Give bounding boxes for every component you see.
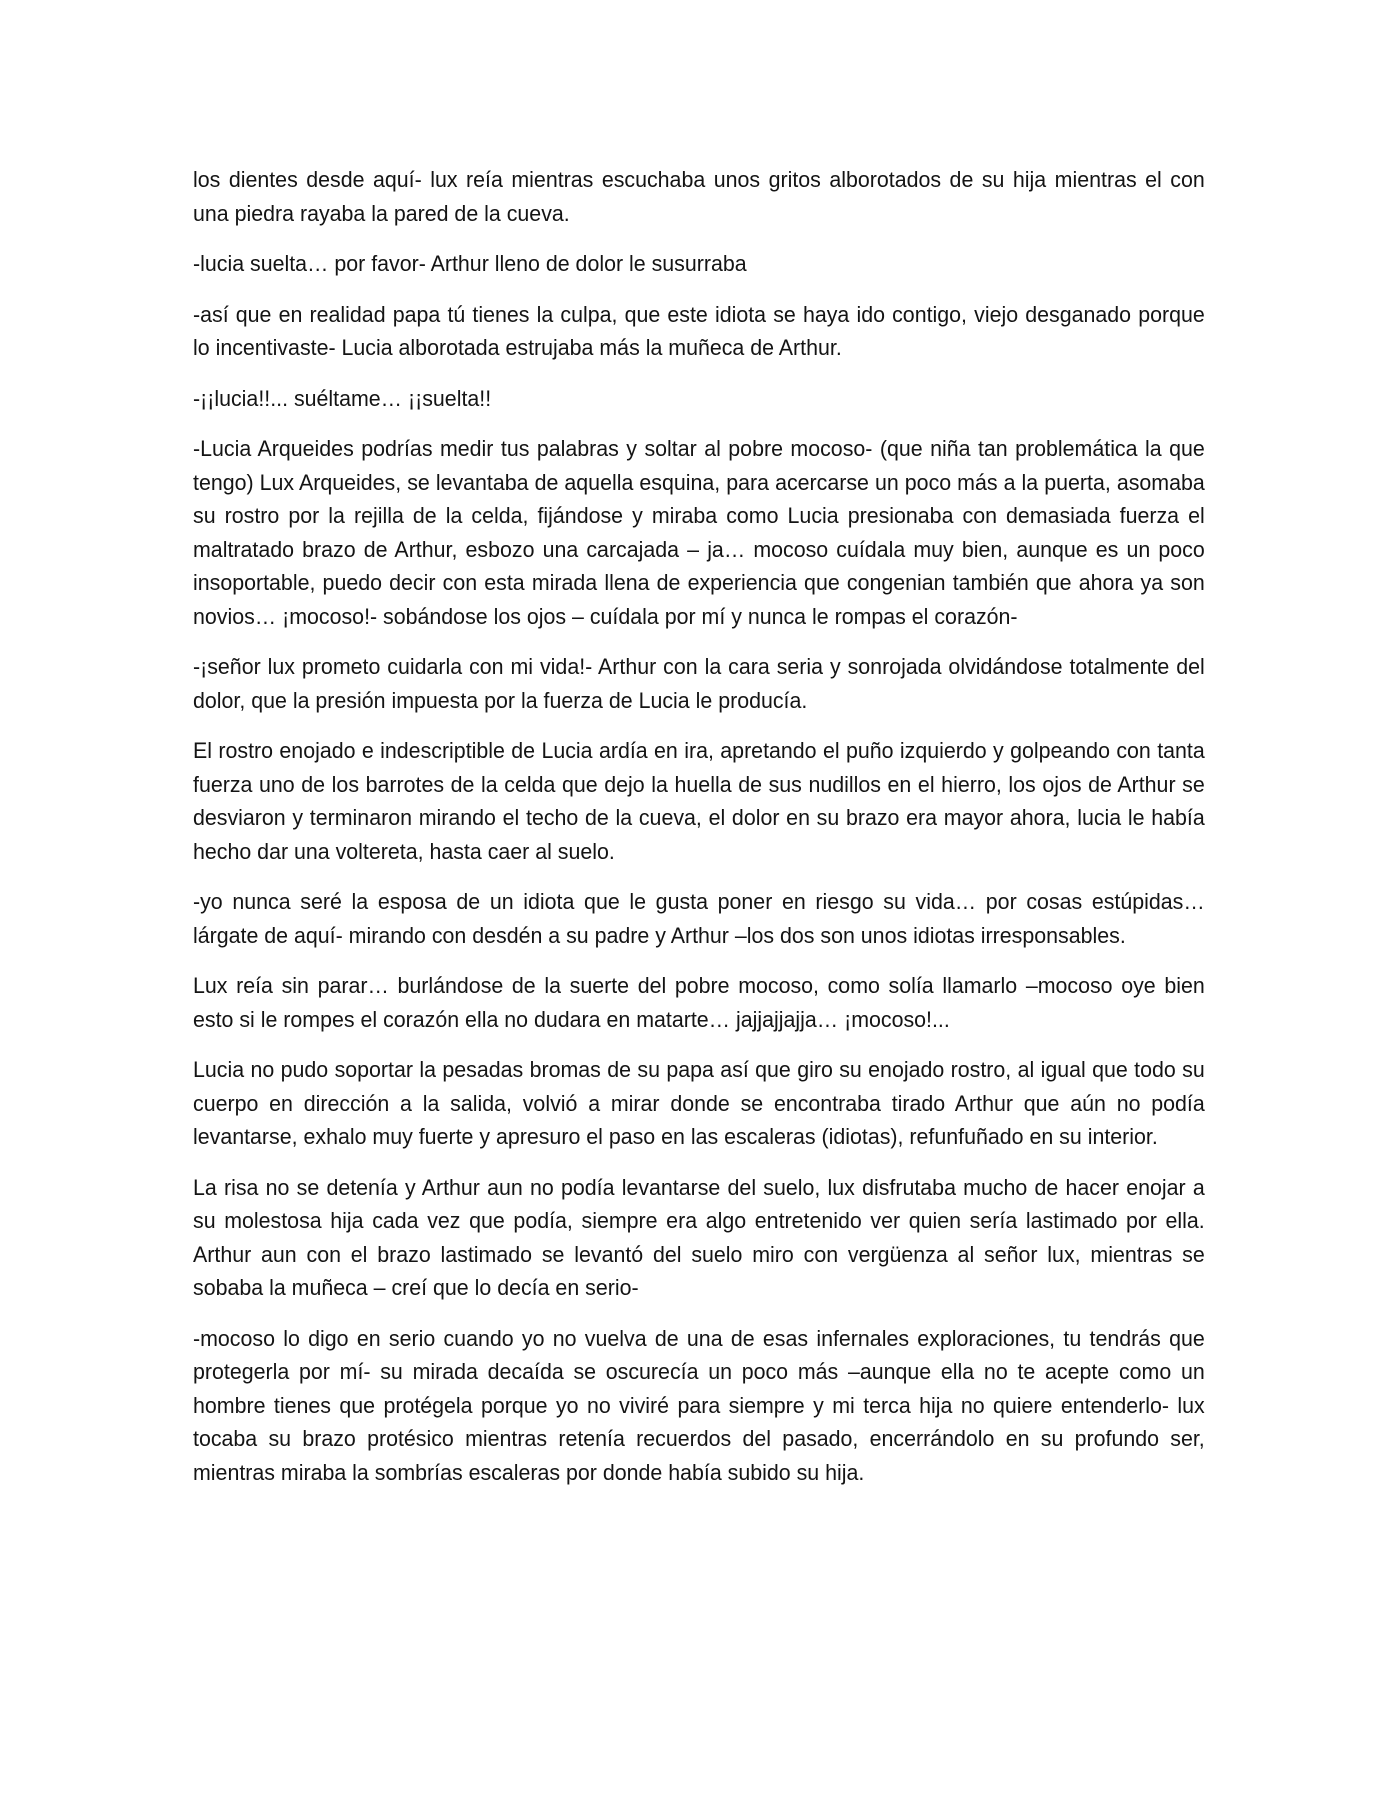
paragraph-5: -Lucia Arqueides podrías medir tus palabras y soltar al pobre mocoso- (que niña tan problemática la que tengo) Lux Arqueides, se levantaba de aquella esquina, para acercarse un poco más a la puerta, asomaba su rostro por la rejilla de la celda, fijándose y miraba como Lucia presionaba con demasiada fuerza el maltratado brazo de Arthur, esbozo una carcajada – ja… mocoso cuídala muy bien, aunque es un poco insoportable, puedo decir con esta mirada llena de experiencia que congenian también que ahora ya son novios… ¡mocoso!- sobándose los ojos – cuídala por mí y nunca le rompas el corazón- xyxy=(193,436,1205,629)
paragraph-7: El rostro enojado e indescriptible de Lucia ardía en ira, apretando el puño izquierdo y golpeando con tanta fuerza uno de los barrotes de la celda que dejo la huella de sus nudillos en el hierro, los ojos de Arthur se desviaron y terminaron mirando el techo de la cueva, el dolor en su brazo era mayor ahora, lucia le había hecho dar una voltereta, hasta caer al suelo. xyxy=(193,738,1205,864)
paragraph-8: -yo nunca seré la esposa de un idiota que le gusta poner en riesgo su vida… por cosas estúpidas… lárgate de aquí- mirando con desdén a su padre y Arthur –los dos son unos idiotas irresponsables. xyxy=(193,889,1205,948)
paragraph-10: Lucia no pudo soportar la pesadas bromas de su papa así que giro su enojado rostro, al igual que todo su cuerpo en dirección a la salida, volvió a mirar donde se encontraba tirado Arthur que aún no podía levantarse, exhalo muy fuerte y apresuro el paso en las escaleras (idiotas), refunfuñado en su interior. xyxy=(193,1057,1205,1149)
paragraph-9: Lux reía sin parar… burlándose de la suerte del pobre mocoso, como solía llamarlo –mocoso oye bien esto si le rompes el corazón ella no dudara en matarte… jajjajjajja… ¡mocoso!... xyxy=(193,973,1205,1032)
paragraph-4: -¡¡lucia!!... suéltame… ¡¡suelta!! xyxy=(193,385,492,411)
paragraph-6: -¡señor lux prometo cuidarla con mi vida!- Arthur con la cara seria y sonrojada olvidándose totalmente del dolor, que la presión impuesta por la fuerza de Lucia le producía. xyxy=(193,654,1205,713)
paragraph-12: -mocoso lo digo en serio cuando yo no vuelva de una de esas infernales exploraciones, tu tendrás que protegerla por mí- su mirada decaída se oscurecía un poco más –aunque ella no te acepte como un hombre tienes que protégela porque yo no viviré para siempre y mi terca hija no quiere entenderlo- lux tocaba su brazo protésico mientras retenía recuerdos del pasado, encerrándolo en su profundo ser, mientras miraba la sombrías escaleras por donde había subido su hija. xyxy=(193,1325,1205,1485)
paragraph-2: -lucia suelta… por favor- Arthur lleno de dolor le susurraba xyxy=(193,251,747,276)
document-body xyxy=(193,163,1205,1506)
paragraph-3: -así que en realidad papa tú tienes la culpa, que este idiota se haya ido contigo, viejo desganado porque lo incentivaste- Lucia alborotada estrujaba más la muñeca de Arthur. xyxy=(193,301,1205,360)
paragraph-11: La risa no se detenía y Arthur aun no podía levantarse del suelo, lux disfrutaba mucho de hacer enojar a su molestosa hija cada vez que podía, siempre era algo entretenido ver quien sería lastimado por ella. Arthur aun con el brazo lastimado se levantó del suelo miro con vergüenza al señor lux, mientras se sobaba la muñeca – creí que lo decía en serio- xyxy=(193,1174,1205,1300)
paragraph-1: los dientes desde aquí- lux reía mientras escuchaba unos gritos alborotados de su hija mientras el con una piedra rayaba la pared de la cueva. xyxy=(193,167,1205,226)
